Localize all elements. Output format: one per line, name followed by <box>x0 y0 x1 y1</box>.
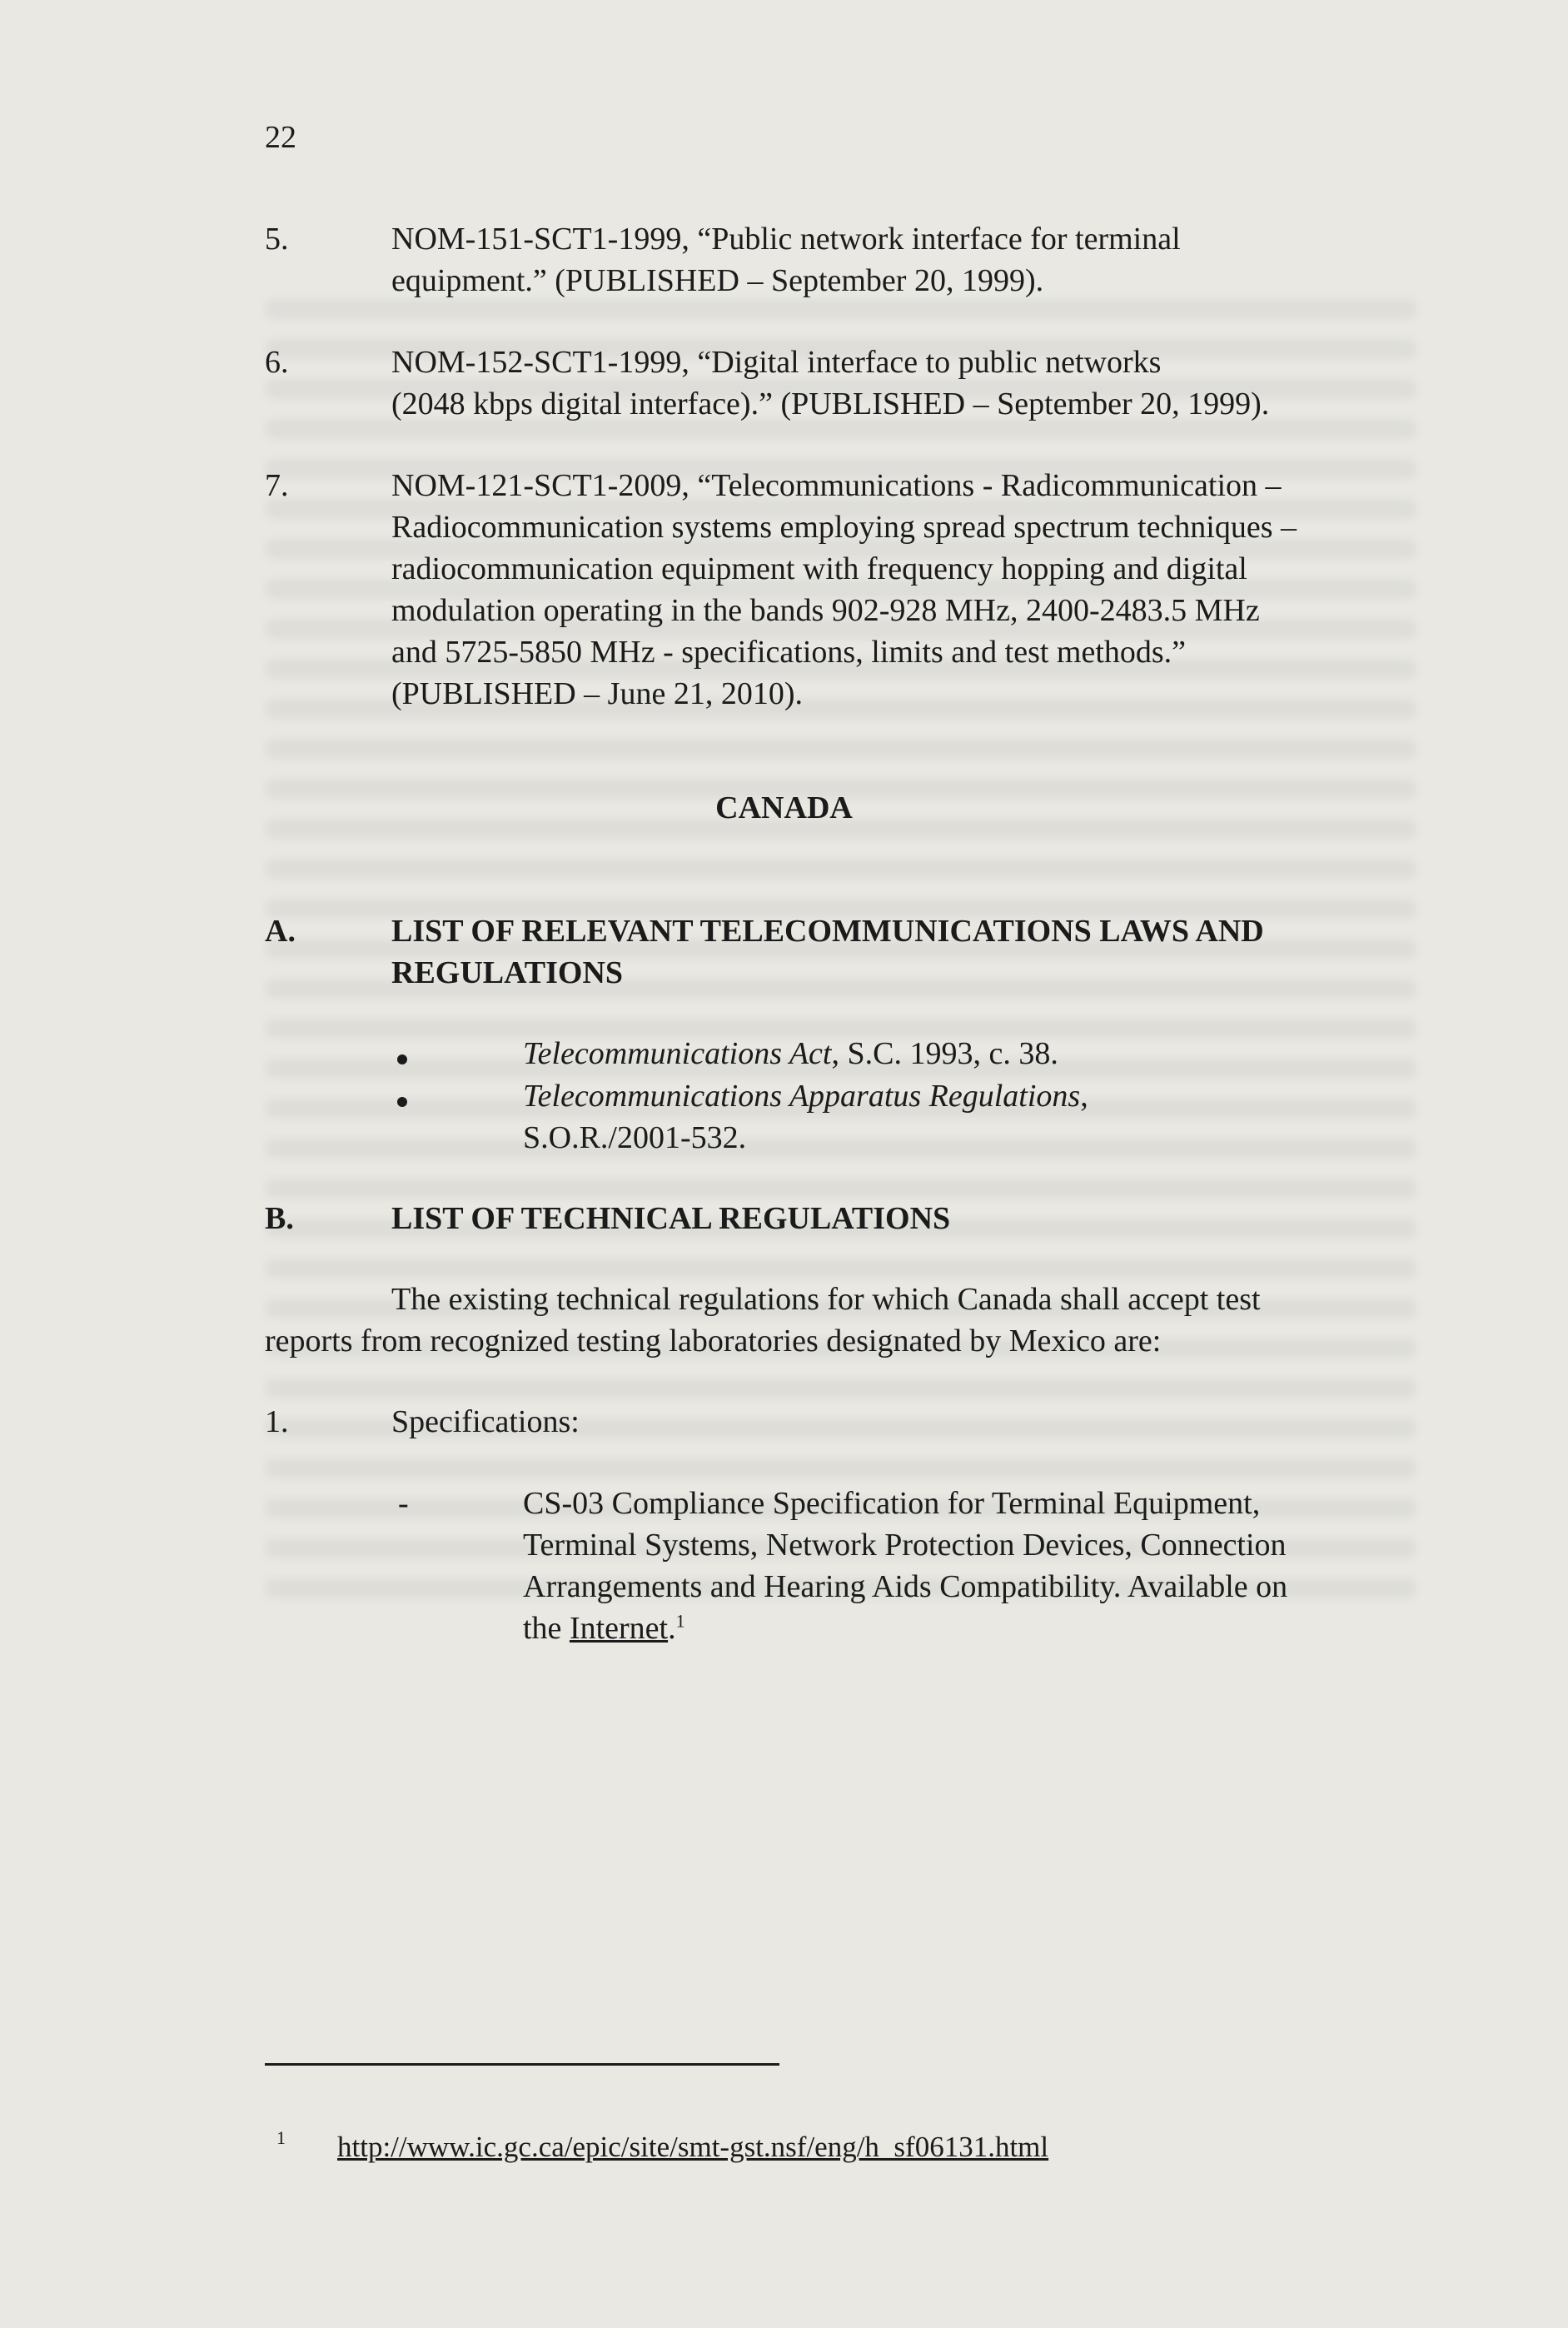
list-item-line: (PUBLISHED – June 21, 2010). <box>391 676 803 711</box>
law-citation: , S.C. 1993, c. 38. <box>831 1036 1058 1071</box>
country-heading: CANADA <box>715 790 853 825</box>
intro-line: reports from recognized testing laboratories designated by Mexico are: <box>265 1324 1162 1358</box>
section-a-title: REGULATIONS <box>391 955 624 990</box>
section-b-label: B. <box>265 1201 294 1236</box>
footnote-separator <box>265 2063 779 2066</box>
footnote-reference[interactable]: 1 <box>675 1610 685 1632</box>
list-item-line: NOM-152-SCT1-1999, “Digital interface to public networks <box>391 345 1162 380</box>
intro-line: The existing technical regulations for which Canada shall accept test <box>391 1282 1261 1317</box>
list-item-number: 5. <box>265 222 289 257</box>
list-item-line: radiocommunication equipment with frequency hopping and digital <box>391 551 1247 586</box>
section-a-label: A. <box>265 914 296 949</box>
regulation-title: Telecommunications Apparatus Regulations <box>523 1079 1081 1114</box>
list-item-line: NOM-121-SCT1-2009, “Telecommunications - Radicommunication – <box>391 468 1282 503</box>
spec-line <box>523 1608 685 1649</box>
bullet-item <box>523 1033 1058 1074</box>
section-b-title: LIST OF TECHNICAL REGULATIONS <box>391 1201 951 1236</box>
law-title: Telecommunications Act <box>523 1036 832 1071</box>
list-item-line: (2048 kbps digital interface).” (PUBLISHED – September 20, 1999). <box>391 386 1270 421</box>
bullet-icon <box>397 1097 407 1107</box>
footnote-url-link[interactable]: http://www.ic.gc.ca/epic/site/smt-gst.nsf/eng/h_sf06131.html <box>337 2131 1049 2163</box>
spec-prefix: the <box>523 1611 570 1646</box>
item-label: Specifications: <box>391 1404 580 1439</box>
list-item-line: and 5725-5850 MHz - specifications, limits and test methods.” <box>391 635 1187 670</box>
spec-suffix: . <box>668 1611 676 1646</box>
list-item-line: equipment.” (PUBLISHED – September 20, 1999). <box>391 263 1044 298</box>
regulation-citation: S.O.R./2001-532. <box>523 1120 747 1155</box>
list-item-line: Radiocommunication systems employing spread spectrum techniques – <box>391 510 1297 545</box>
regulation-punct: , <box>1080 1079 1088 1114</box>
spec-line: Terminal Systems, Network Protection Devices, Connection <box>523 1528 1287 1563</box>
list-item-number: 6. <box>265 345 289 380</box>
page-number: 22 <box>265 120 296 155</box>
bullet-icon <box>397 1054 407 1064</box>
list-item-number: 7. <box>265 468 289 503</box>
section-a-title: LIST OF RELEVANT TELECOMMUNICATIONS LAWS AND <box>391 914 1264 949</box>
bullet-item <box>523 1075 1088 1117</box>
list-item-line: NOM-151-SCT1-1999, “Public network interface for terminal <box>391 222 1181 257</box>
item-number: 1. <box>265 1404 289 1439</box>
spec-line: CS-03 Compliance Specification for Terminal Equipment, <box>523 1486 1261 1521</box>
dash-marker: - <box>398 1486 409 1521</box>
spec-line: Arrangements and Hearing Aids Compatibility. Available on <box>523 1569 1288 1604</box>
internet-link[interactable]: Internet <box>569 1611 669 1646</box>
footnote-number: 1 <box>276 2127 286 2148</box>
list-item-line: modulation operating in the bands 902-928 MHz, 2400-2483.5 MHz <box>391 593 1260 628</box>
